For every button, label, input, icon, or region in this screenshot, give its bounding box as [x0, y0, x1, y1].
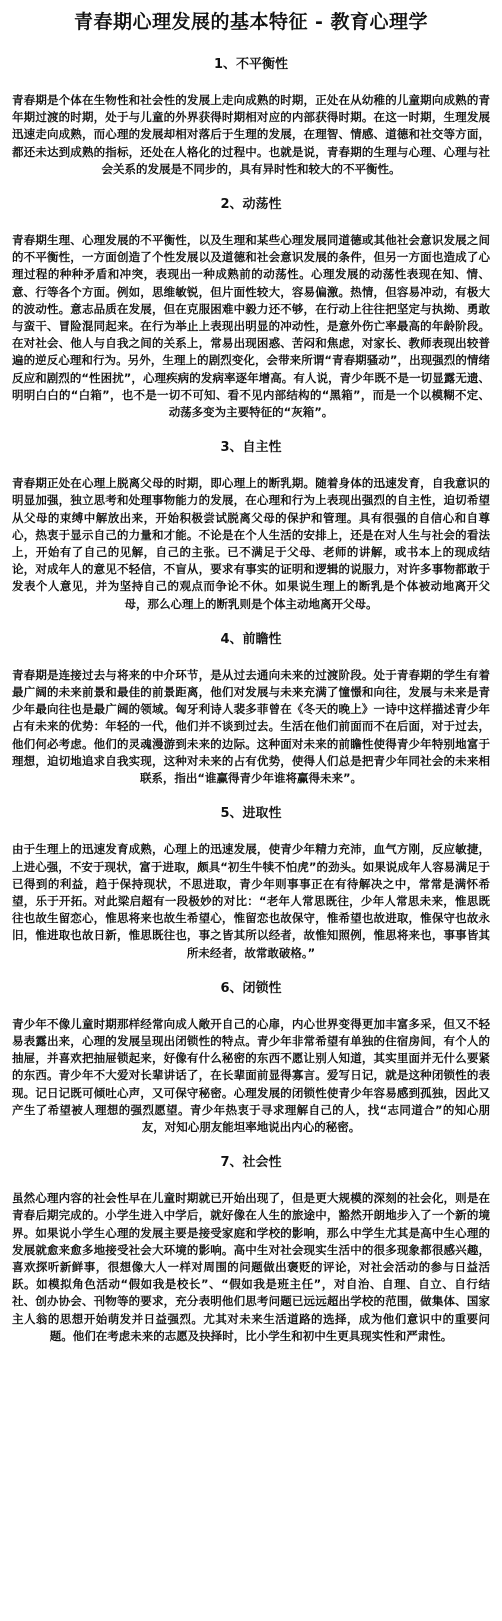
section-paragraph: 由于生理上的迅速发育成熟，心理上的迅速发展，使青少年精力充沛，血气方刚，反应敏捷，上进心强，不安于现状，富于进取，颇具“初生牛犊不怕虎”的劲头。如果说成年人容易满足于已得到的利益，趋于保持现状，不思进取，青少年则事事正在有待解决之中，常常是满怀希望，乐于开拓。对此梁启超有一段极妙的对比：“老年人常思既往，少年人常思未来，惟思既往也故生留恋心，惟思将来也故生希望心，惟留恋也故保守，惟希望也故进取，惟保守也故永旧，惟进取也故日新，惟思既往也，事之皆其所以经者，故惟知照例，惟思将来也，事事皆其所未经者，故常敢破格。”: [12, 842, 490, 960]
section-heading: 6、闭锁性: [220, 980, 282, 996]
section-heading: 3、自主性: [220, 440, 282, 456]
section-heading: 1、不平衡性: [213, 57, 289, 72]
section-paragraph: 青春期生理、心理发展的不平衡性，以及生理和某些心理发展同道德或其他社会意识发展之间的不平衡性，一方面创造了个性发展以及道德和社会意识发展的条件，但另一方面也造成了心理过程的种种矛盾和冲突，表现出一种成熟前的动荡性。心理发展的动荡性表现在知、情、意、行等各个方面。例如，思维敏锐，但片面性较大，容易偏激。热情，但容易冲动，有极大的波动性。意志品质在发展，但在克服困难中毅力还不够，在行动上往往把坚定与执拗、勇敢与蛮干、冒险混同起来。在行为举止上表现出明显的冲动性，是意外伤亡率最高的年龄阶段。在对社会、他人与自我之间的关系上，常易出现困惑、苦闷和焦虑，对家长、教师表现出较普遍的逆反心理和行为。另外，生理上的剧烈变化，会带来所谓“青春期骚动”，出现强烈的情绪反应和剧烈的“性困扰”，心理疾病的发病率逐年增高。有人说，青少年既不是一切显露无遗、明明白白的“白箱”，也不是一切不可知、看不见内部结构的“黑箱”，而是一个以模糊不定、动荡多变为主要特征的“灰箱”。: [12, 233, 490, 420]
section-paragraph: 青春期是个体在生物性和社会性的发展上走向成熟的时期，正处在从幼稚的儿童期向成熟的青年期过渡的时期，处于与儿童的外界获得时期相对应的内部获得时期。在这一时期，生理发展迅速走向成熟，而心理的发展却相对落后于生理的发展，在理智、情感、道德和社交等方面，都还未达到成熟的指标，还处在人格化的过程中。也就是说，青春期的生理与心理、心理与社会关系的发展是不同步的，具有异时性和较大的不平衡性。: [12, 93, 490, 176]
section-heading: 5、进取性: [220, 806, 282, 822]
section-paragraph: 青春期是连接过去与将来的中介环节，是从过去通向未来的过渡阶段。处于青春期的学生有着最广阔的未来前景和最佳的前景距离，他们对发展与未来充满了憧憬和向往，发展与未来是青少年最向往也是最广阔的领域。匈牙利诗人裴多菲曾在《冬天的晚上》一诗中这样描述青少年占有未来的优势：年轻的一代，他们并不谈到过去。生活在他们前面而不在后面，对于过去，他们何必考虑。他们的灵魂漫游到未来的边际。这种面对未来的前瞻性使得青少年特别地富于理想，迫切地追求自我实现，这种对未来的占有优势，使得人们总是把青少年同社会的未来相联系，指出“谁赢得青少年谁将赢得未来”。: [12, 667, 490, 786]
article-title: 青春期心理发展的基本特征 - 教育心理学: [73, 11, 429, 33]
section-heading: 4、前瞻性: [220, 631, 282, 647]
section-heading: 2、动荡性: [220, 197, 282, 213]
section-imbalance: [12, 56, 490, 178]
section-turbulence: [12, 196, 490, 421]
section-paragraph: 青春期正处在心理上脱离父母的时期，即心理上的断乳期。随着身体的迅速发育，自我意识的明显加强，独立思考和处理事物能力的发展，在心理和行为上表现出强烈的自主性，迫切希望从父母的束缚中解放出来，开始积极尝试脱离父母的保护和管理。具有很强的自信心和自尊心，热衷于显示自己的力量和才能。不论是在个人生活的安排上，还是在对人生与社会的看法上，开始有了自己的见解，自己的主张。已不满足于父母、老师的讲解，或书本上的现成结论，对成年人的意见不轻信，不盲从，要求有事实的证明和逻辑的说服力，对许多事物都敢于发表个人意见，并为坚持自己的观点而争论不休。如果说生理上的断乳是个体被动地离开父母，那么心理上的断乳则是个体主动地离开父母。: [12, 476, 490, 611]
section-paragraph: 虽然心理内容的社会性早在儿童时期就已开始出现了，但是更大规模的深刻的社会化，则是在青春后期完成的。小学生进入中学后，就好像在人生的旅途中，豁然开朗地步入了一个新的境界。如果说小学生心理的发展主要是接受家庭和学校的影响，那么中学生尤其是高中生心理的发展就愈来愈多地接受社会大环境的影响。高中生对社会现实生活中的很多现象都很感兴趣，喜欢探听新鲜事，很想像大人一样对周围的问题做出褒贬的评论，对社会活动的参与日益活跃。如模拟角色活动“假如我是校长”、“假如我是班主任”，对自治、自理、自立、自行结社、创办协会、刊物等的要求，充分表明他们思考问题已远远超出学校的范围，做集体、国家主人翁的思想开始萌发并日益强烈。尤其对未来生活道路的选择，成为他们意识中的重要问题。他们在考虑未来的志愿及抉择时，比小学生和初中生更具现实性和严肃性。: [12, 1191, 490, 1343]
section-paragraph: 青少年不像儿童时期那样经常向成人敞开自己的心扉，内心世界变得更加丰富多采，但又不轻易表露出来，心理的发展呈现出闭锁性的特点。青少年非常希望有单独的住宿房间，有个人的抽屉，并喜欢把抽屉锁起来，好像有什么秘密的东西不愿让别人知道，其实里面并无什么要紧的东西。青少年不大爱对长辈讲话了，在长辈面前显得寡言。爱写日记，就是这种闭锁性的表现。记日记既可倾吐心声，又可保守秘密。心理发展的闭锁性使青少年容易感到孤独，因此又产生了希望被人理想的强烈愿望。青少年热衷于寻求理解自己的人，找“志同道合”的知心朋友，对知心朋友能坦率地说出内心的秘密。: [12, 1016, 490, 1134]
section-closedness: [12, 980, 490, 1136]
section-enterprising: [12, 805, 490, 961]
section-forward-looking: [12, 631, 490, 787]
section-autonomy: [12, 439, 490, 613]
section-sociality: [12, 1154, 490, 1345]
section-heading: 7、社会性: [220, 1155, 282, 1171]
